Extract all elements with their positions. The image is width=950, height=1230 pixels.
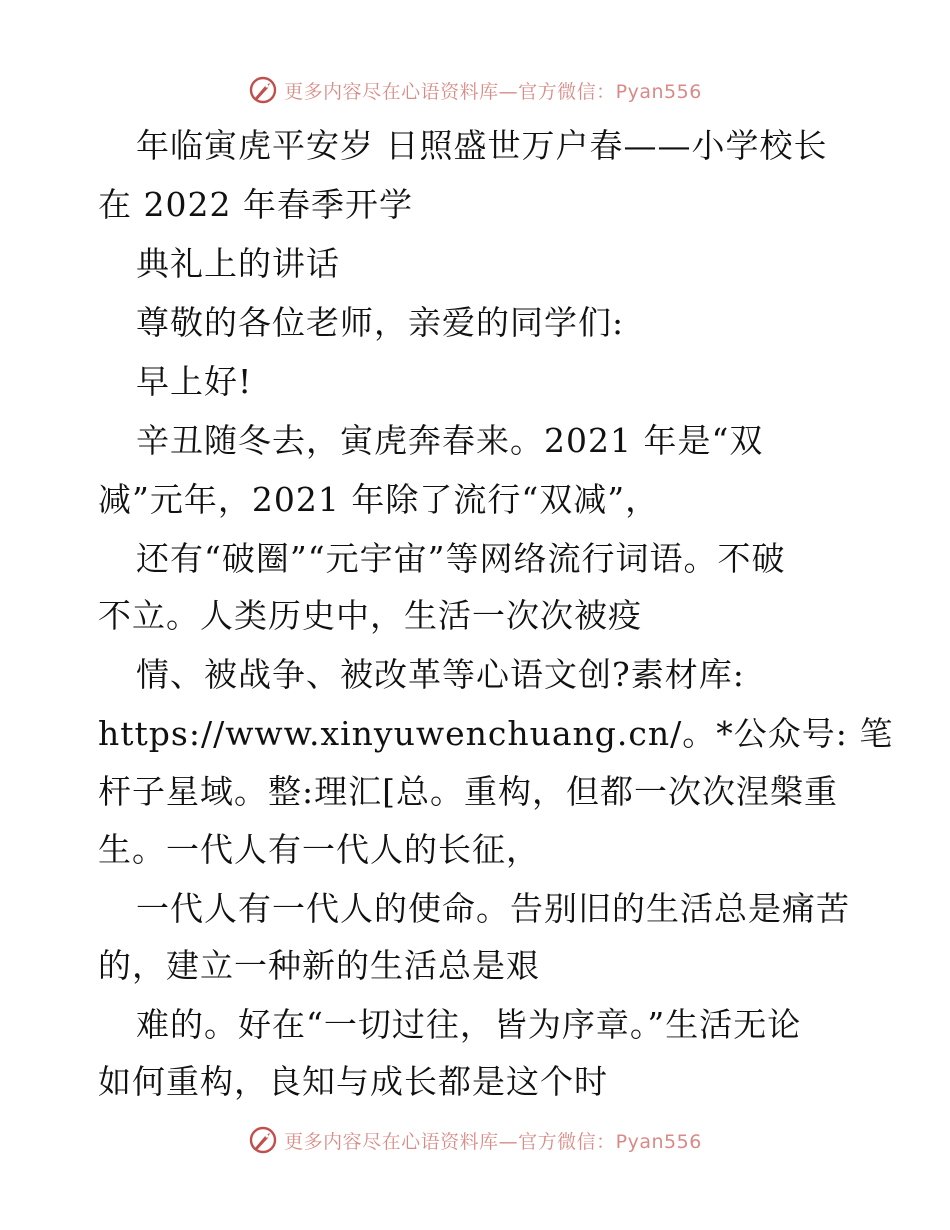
footer-watermark-text: 更多内容尽在心语资料库—官方微信：Pyan556: [284, 1130, 702, 1153]
title-line-1: 年临寅虎平安岁 日照盛世万户春——小学校长: [136, 126, 828, 165]
paragraph-line: 生。一代人有一代人的长征，: [98, 830, 540, 869]
paragraph-line: 杆子星域。整:理汇[总。重构，但都一次次涅槃重: [98, 772, 838, 811]
paragraph-line: 不立。人类历史中，生活一次次被疫: [98, 596, 642, 635]
paragraph-line: 如何重构，良知与成长都是这个时: [98, 1062, 608, 1101]
pen-nib-logo-icon: [248, 1125, 278, 1155]
paragraph-line: 减”元年，2021 年除了流行“双减”，: [98, 480, 660, 519]
greeting: 早上好!: [136, 362, 253, 401]
header-watermark: [0, 70, 950, 110]
paragraph-line: 难的。好在“一切过往，皆为序章。”生活无论: [136, 1005, 802, 1044]
paragraph-line: 一代人有一代人的使命。告别旧的生活总是痛苦: [136, 889, 850, 928]
pen-nib-logo-icon: [248, 75, 278, 105]
title-line-3: 典礼上的讲话: [136, 244, 340, 283]
header-watermark-text: 更多内容尽在心语资料库—官方微信：Pyan556: [284, 80, 702, 103]
salutation: 尊敬的各位老师，亲爱的同学们:: [136, 303, 625, 342]
paragraph-line: 辛丑随冬去，寅虎奔春来。2021 年是“双: [136, 421, 764, 460]
footer-watermark: [0, 1120, 950, 1160]
paragraph-line: 还有“破圈”“元宇宙”等网络流行词语。不破: [136, 539, 786, 578]
paragraph-line: 的，建立一种新的生活总是艰: [98, 946, 540, 985]
paragraph-line: https://www.xinyuwenchuang.cn/。*公众号: 笔: [98, 714, 894, 753]
title-line-2: 在 2022 年春季开学: [98, 185, 413, 224]
paragraph-line: 情、被战争、被改革等心语文创?素材库:: [136, 655, 745, 694]
